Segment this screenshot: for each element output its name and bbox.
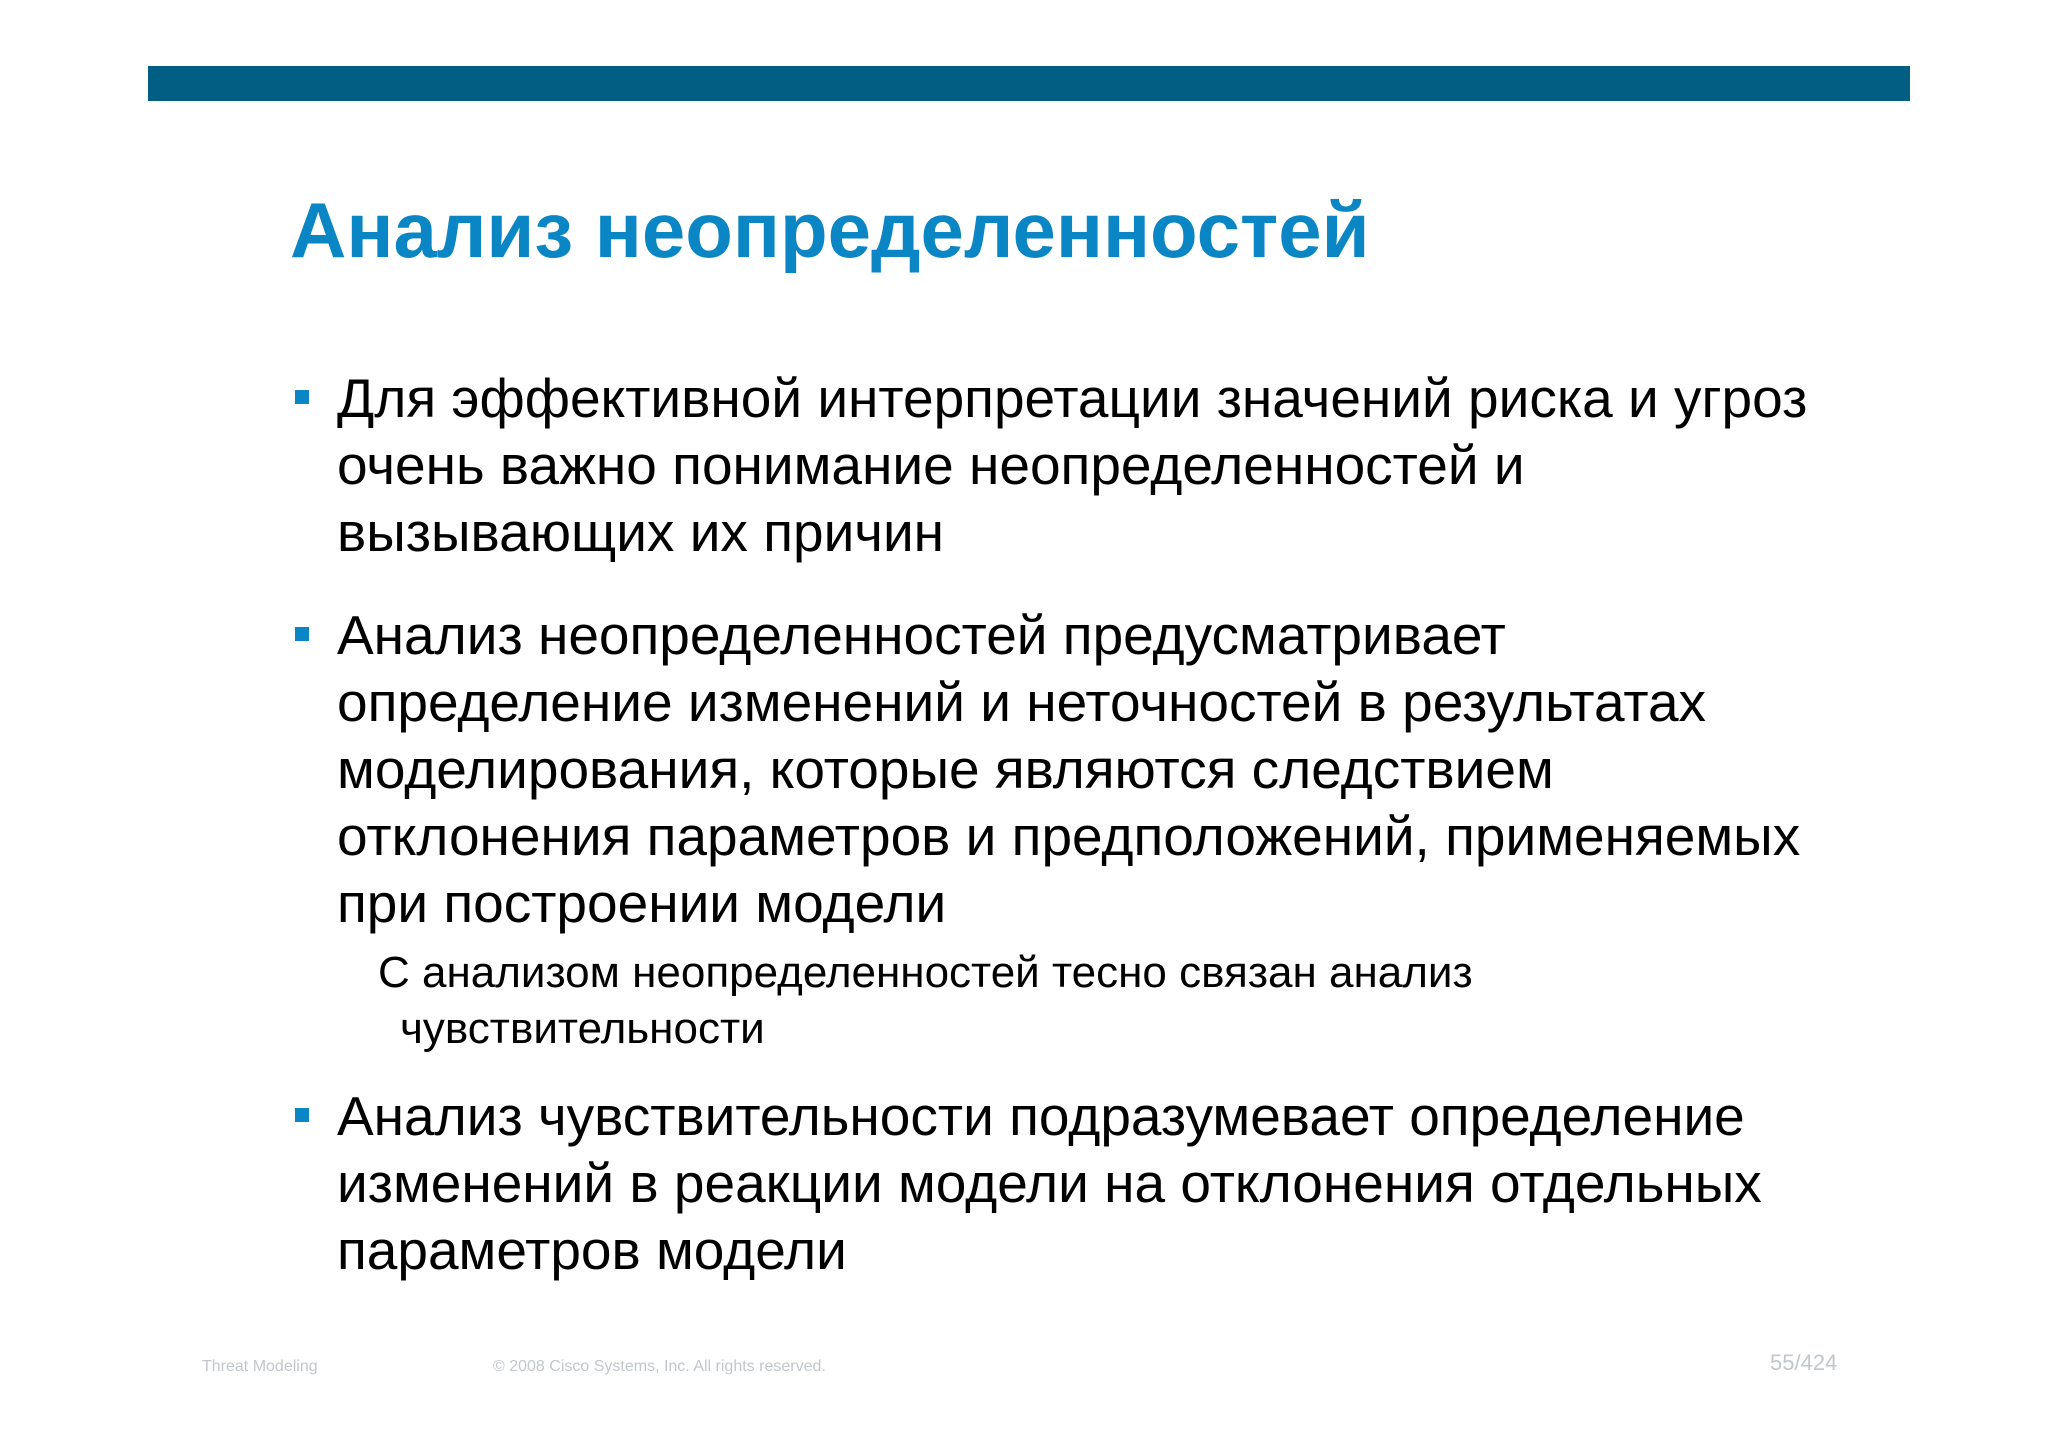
bullet-list <box>290 365 1850 1320</box>
bullet-item-2 <box>290 602 1850 937</box>
bullet-item-3 <box>290 1083 1850 1284</box>
bullet-sub-note: С анализом неопределенностей тесно связан анализ чувствительности <box>378 948 1473 1053</box>
bullet-text: Анализ неопределенностей предусматривает определение изменений и неточностей в результатах моделирования, которые являются следствием отклонения параметров и предположений, применяемых при построении модели <box>337 604 1801 934</box>
square-bullet-icon <box>295 390 309 404</box>
square-bullet-icon <box>295 627 309 641</box>
slide-title: Анализ неопределенностей <box>290 186 1370 274</box>
square-bullet-icon <box>295 1108 309 1122</box>
footer-copyright: © 2008 Cisco Systems, Inc. All rights reserved. <box>493 1358 826 1375</box>
footer-page-number: 55/424 <box>1770 1350 1838 1375</box>
bullet-text: Анализ чувствительности подразумевает определение изменений в реакции модели на отклонения отдельных параметров модели <box>337 1085 1762 1281</box>
bullet-text: Для эффективной интерпретации значений риска и угроз очень важно понимание неопределенностей и вызывающих их причин <box>337 367 1808 563</box>
top-accent-bar <box>148 66 1910 101</box>
footer-course-name: Threat Modeling <box>202 1358 318 1375</box>
bullet-item-1 <box>290 365 1850 566</box>
